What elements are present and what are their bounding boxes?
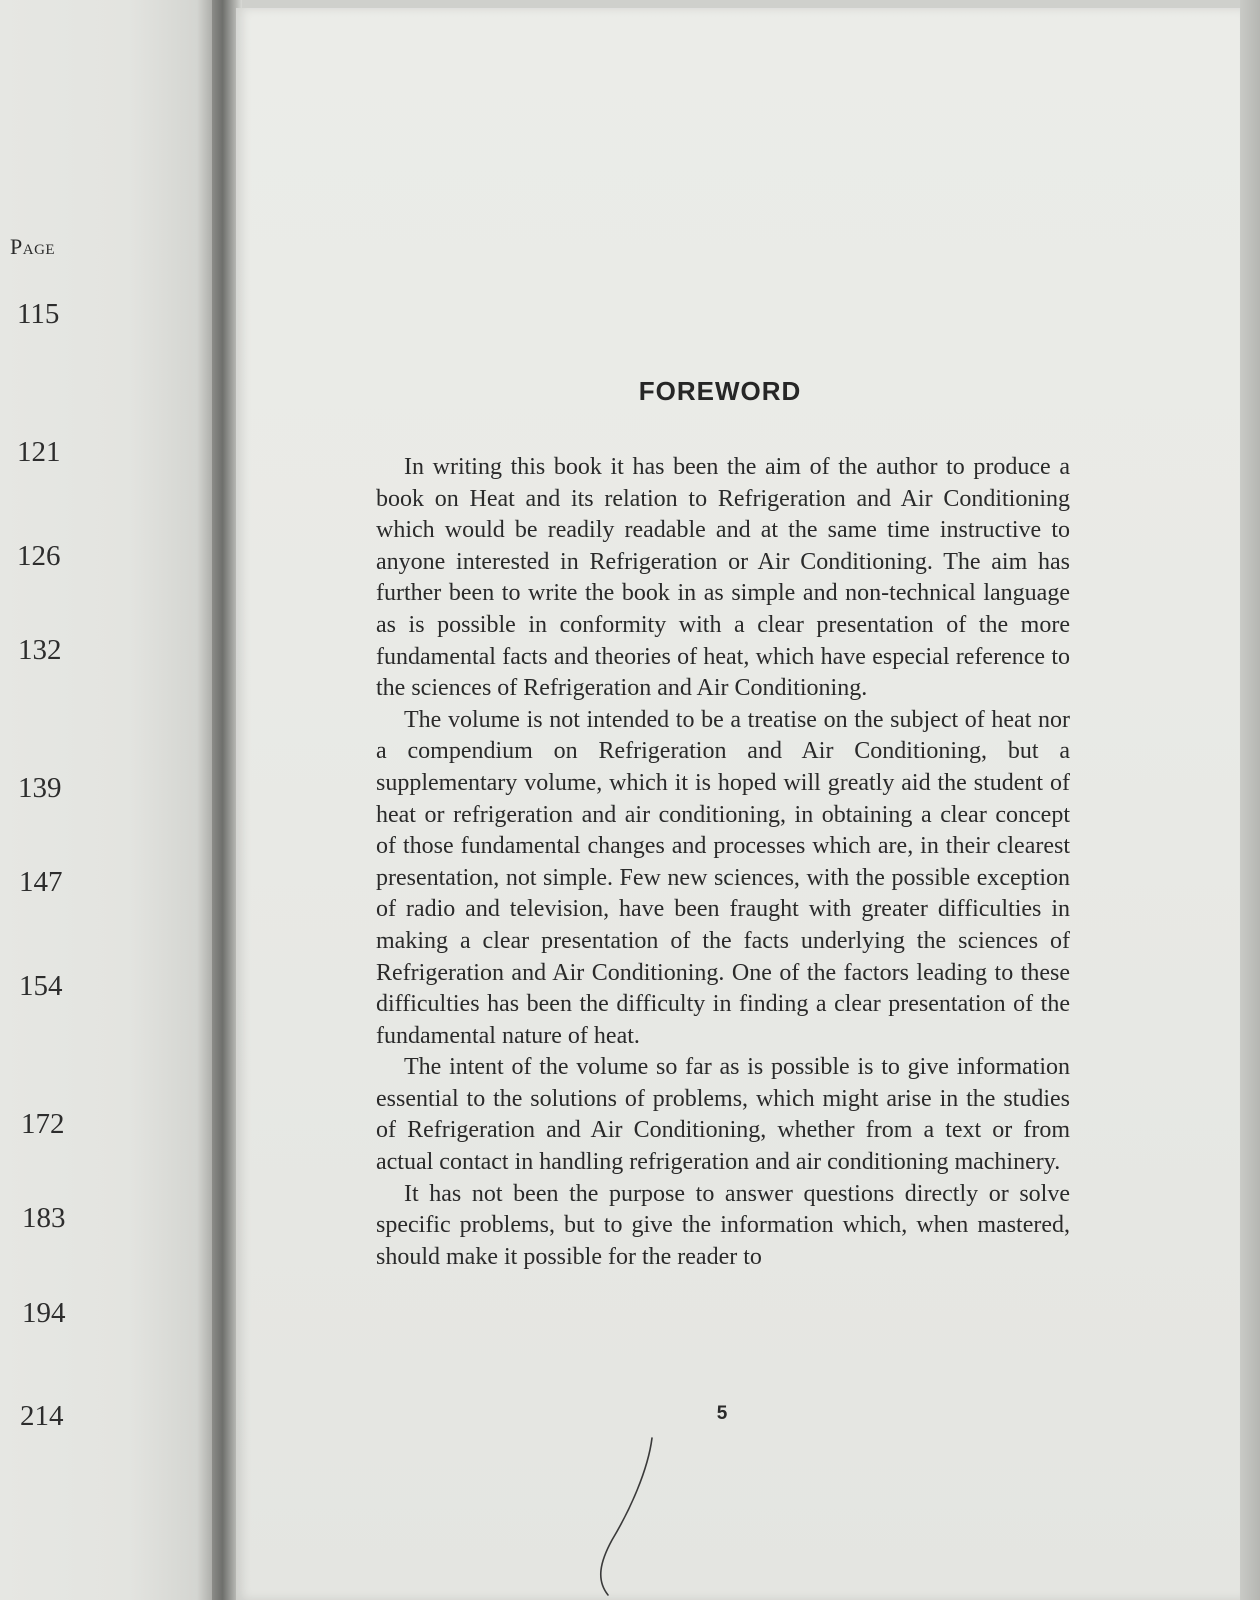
paragraph: In writing this book it has been the aim of the author to produce a book on Heat and its relation to Refrigeration and Air Conditioning which would be readily readable and at the same time instructive to anyone interested in Refrigeration or Air Conditioning. The aim has further been to write the book in as simple and non-technical language as is possible in conformity with a clear presentation of the more fundamental facts and theories of heat, which have especial reference to the sciences of Refrigeration and Air Conditioning. xyxy=(376,454,1070,702)
toc-page-number: 183 xyxy=(22,1202,66,1234)
paragraph: The volume is not intended to be a treatise on the subject of heat nor a compendium on Refrigeration and Air Conditioning, but a supplementary volume, which it is hoped will greatly aid the student of heat or refrigeration and air conditioning, in obtaining a clear concept of those fundamental changes and processes which are, in their clearest presentation, not simple. Few new sciences, with the possible exception of radio and television, have been fraught with greater difficulties in making a clear presentation of the facts underlying the sciences of Refrigeration and Air Conditioning. One of the factors leading to these difficulties has been the difficulty in finding a clear presentation of the fundamental nature of heat. xyxy=(376,706,1070,1049)
page-edge xyxy=(1240,0,1260,1600)
page-number: 5 xyxy=(716,1403,728,1424)
pen-mark xyxy=(590,1430,670,1600)
toc-page-numbers xyxy=(0,0,214,1600)
toc-page-number: 126 xyxy=(17,540,61,572)
toc-page-number: 194 xyxy=(22,1297,66,1329)
paragraph: The intent of the volume so far as is possible is to give information essential to the solutions of problems, which might arise in the studies of Refrigeration and Air Conditioning, whether from a text or from actual contact in handling refrigeration and air conditioning machinery. xyxy=(376,1054,1070,1176)
left-page xyxy=(0,0,214,1600)
toc-page-heading: Page xyxy=(10,234,56,259)
toc-page-number: 139 xyxy=(18,772,62,804)
toc-page-number: 154 xyxy=(19,970,63,1002)
page-title: FOREWORD xyxy=(638,376,802,406)
toc-page-number: 121 xyxy=(17,436,61,468)
toc-page-number: 147 xyxy=(19,866,63,898)
toc-page-number: 132 xyxy=(18,634,62,666)
foreword-body xyxy=(376,452,1070,1273)
toc-page-number: 115 xyxy=(17,298,60,330)
toc-page-number: 172 xyxy=(21,1108,65,1140)
paragraph: It has not been the purpose to answer questions directly or solve specific problems, but to give the information which, when mastered, should make it possible for the reader to xyxy=(376,1180,1070,1270)
toc-page-number: 214 xyxy=(20,1400,64,1432)
